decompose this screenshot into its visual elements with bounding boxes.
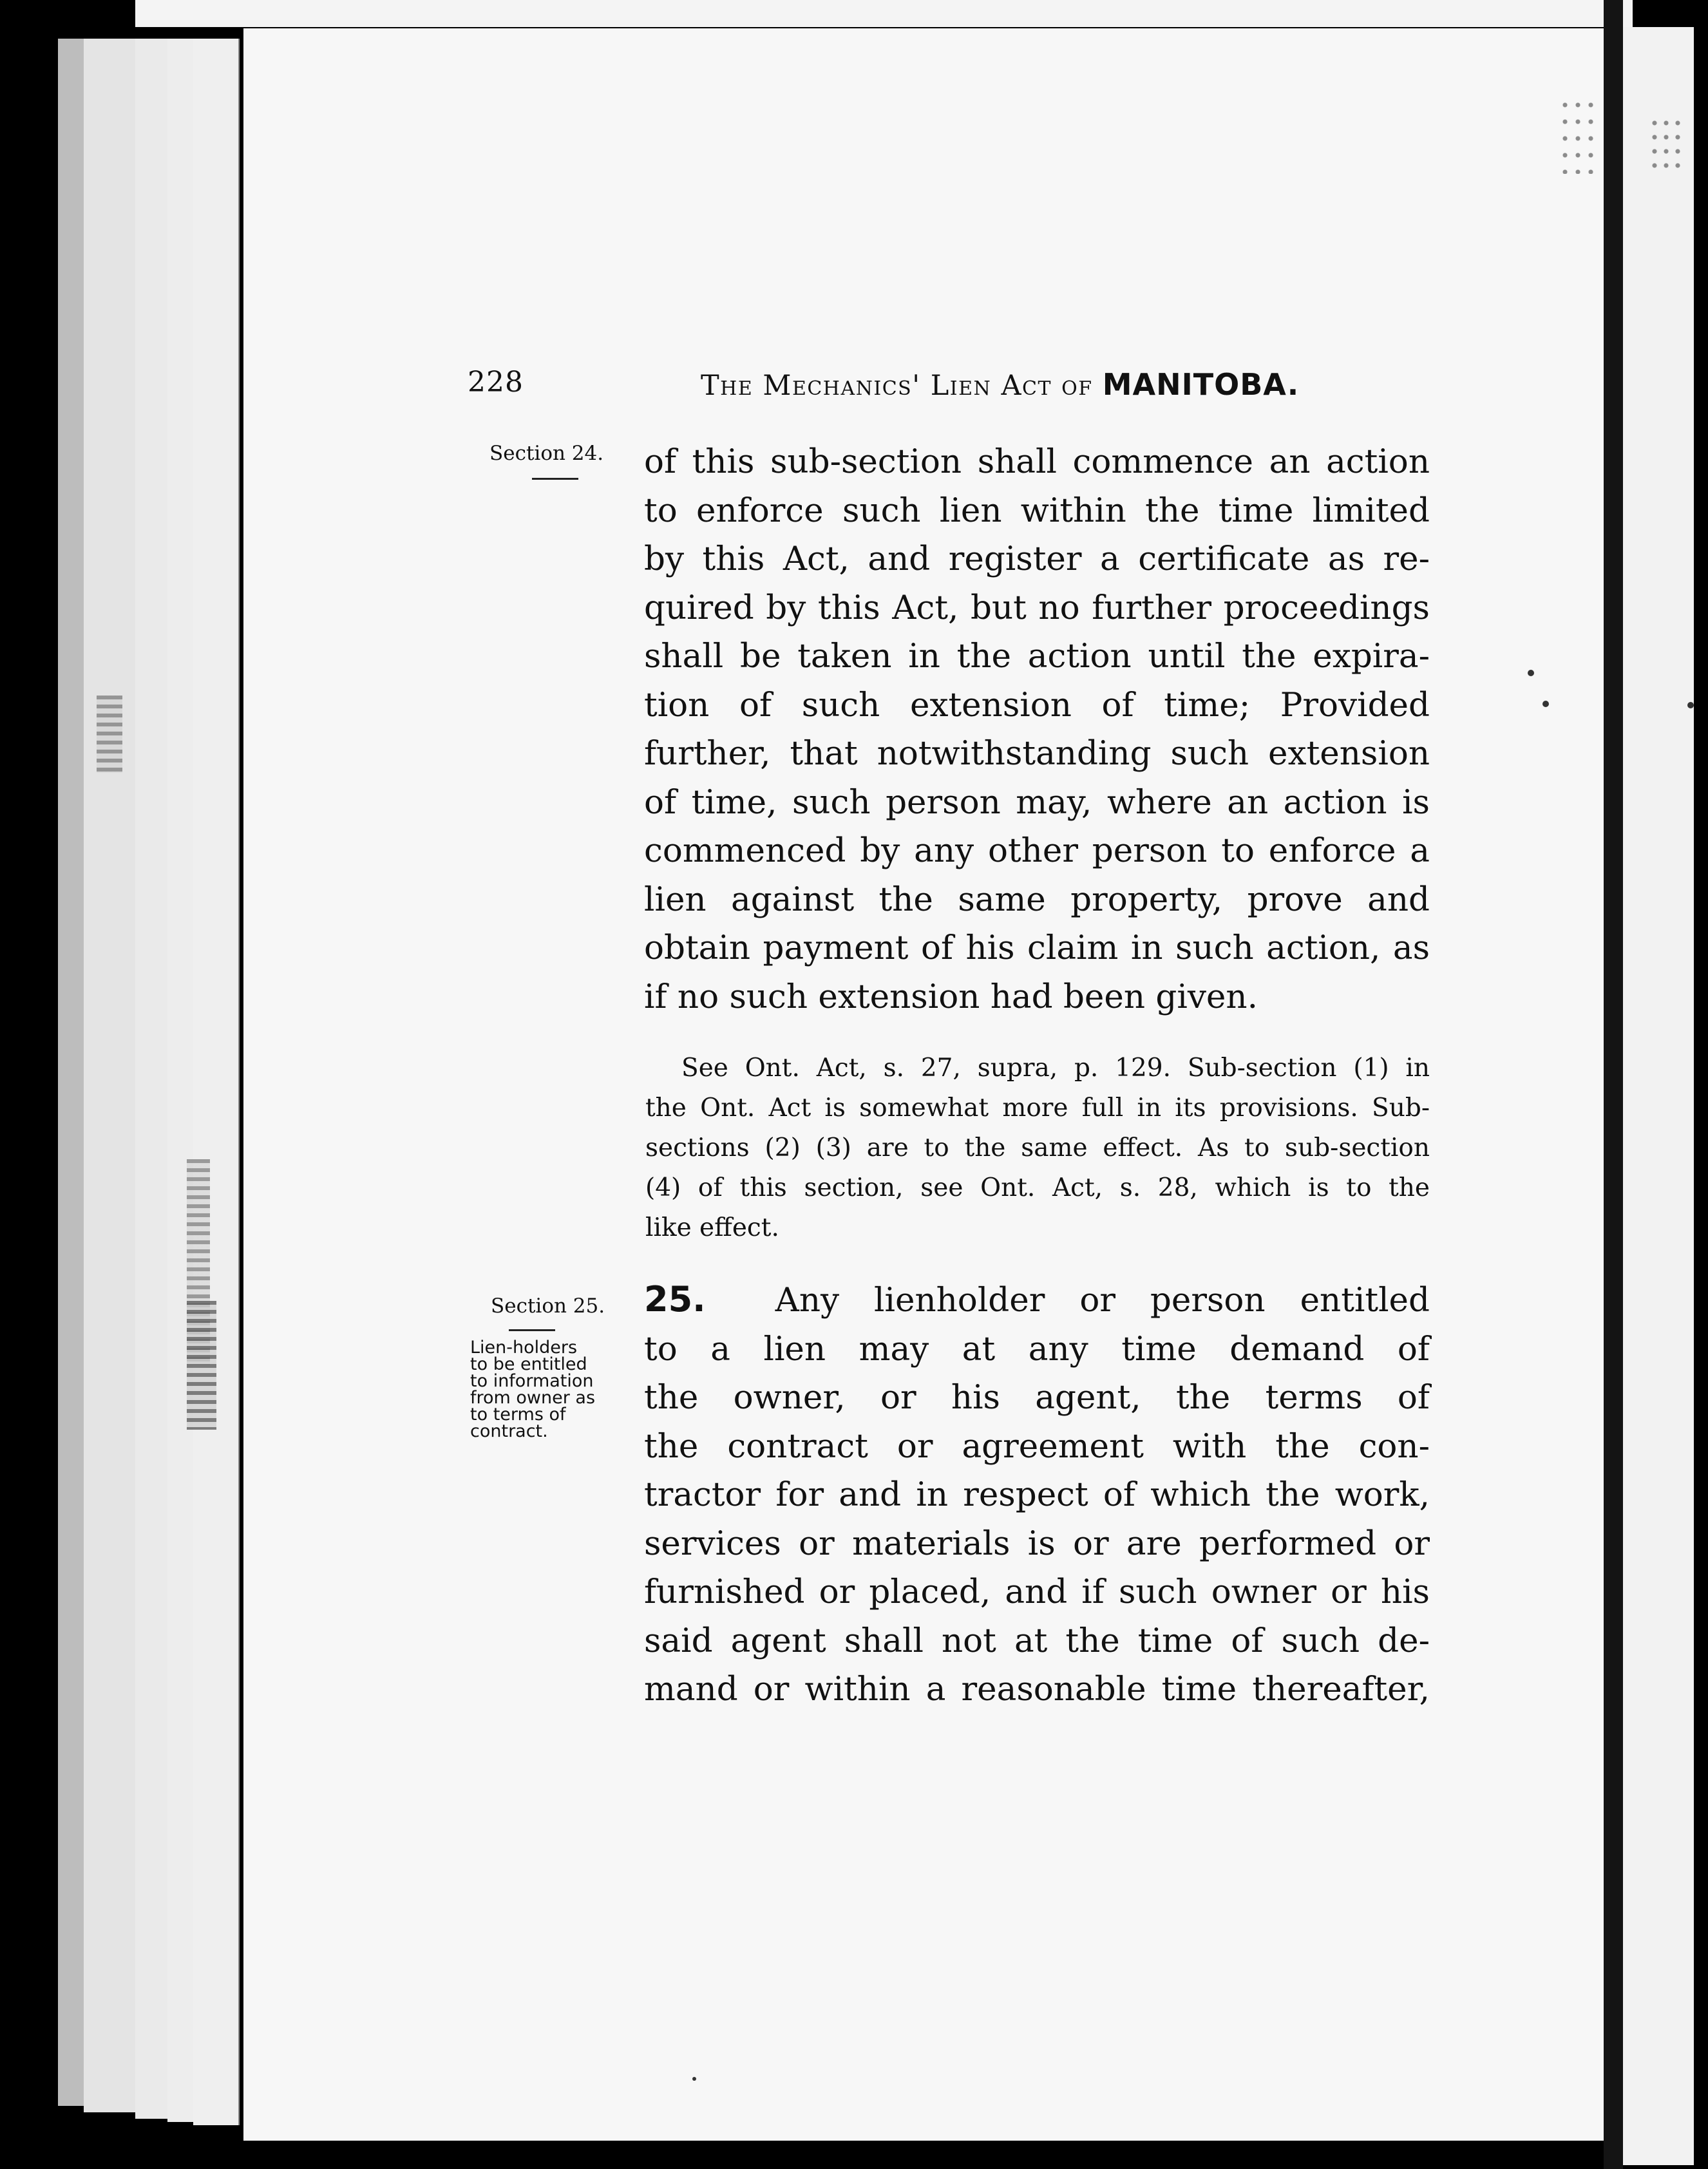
sidenote xyxy=(470,1340,644,1440)
text-line: services or materials is or are performed or xyxy=(644,1524,1430,1563)
section-24-paragraph xyxy=(644,438,1430,1021)
sidenote-line: to be entitled xyxy=(470,1354,587,1374)
page-edge xyxy=(167,39,195,2122)
edge-print-bleed xyxy=(187,1301,216,1430)
running-title-text: The Mechanics' Lien Act of xyxy=(701,370,1093,402)
text-line: if no such extension had been given. xyxy=(644,977,1258,1016)
sidenote-line: Lien-holders xyxy=(470,1338,578,1358)
running-title-bold: MANITOBA. xyxy=(1102,367,1300,402)
note-line: (4) of this section, see Ont. Act, s. 28, which is to the xyxy=(645,1173,1430,1202)
sidenote-line: contract. xyxy=(470,1421,548,1441)
page-edge xyxy=(135,39,169,2119)
text-line: of this sub-section shall commence an action xyxy=(644,442,1430,481)
text-line: furnished or placed, and if such owner or his xyxy=(644,1573,1430,1611)
text-line-content: Any lienholder or person entitled xyxy=(775,1281,1430,1320)
text-line: mand or within a reasonable time thereafter, xyxy=(644,1670,1430,1709)
page-edge xyxy=(193,39,240,2125)
text-line: of time, such person may, where an action is xyxy=(644,782,1430,822)
sidenote-line: to information xyxy=(470,1371,594,1391)
sidenote-line: from owner as xyxy=(470,1388,596,1408)
ink-speck xyxy=(1528,670,1534,676)
text-line: the owner, or his agent, the terms of xyxy=(644,1378,1430,1417)
section-25-paragraph xyxy=(644,1275,1430,1714)
note-line: sections (2) (3) are to the same effect. As to sub-section xyxy=(645,1133,1430,1162)
ink-specks xyxy=(1649,116,1681,174)
text-line: to enforce such lien within the time limited xyxy=(644,491,1430,530)
section-label-rule xyxy=(509,1329,555,1331)
ink-speck xyxy=(692,2077,696,2081)
text-line: shall be taken in the action until the expira- xyxy=(644,637,1430,676)
ink-speck xyxy=(1542,701,1549,707)
note-line: See Ont. Act, s. 27, supra, p. 129. Sub-section (1) in xyxy=(681,1054,1430,1083)
section-24-label: Section 24. xyxy=(489,442,604,465)
binding-gutter xyxy=(1604,0,1623,2169)
text-line: said agent shall not at the time of such de- xyxy=(644,1621,1430,1660)
sidenote-line: to terms of xyxy=(470,1405,566,1425)
text-line: the contract or agreement with the con- xyxy=(644,1426,1430,1466)
top-page-edge xyxy=(135,0,1633,27)
text-line: quired by this Act, but no further proceedings xyxy=(644,588,1430,627)
ink-speck xyxy=(1687,702,1694,708)
text-line: lien against the same property, prove and xyxy=(644,880,1430,919)
ink-specks xyxy=(1559,97,1597,174)
page-edge xyxy=(84,39,137,2112)
page-edge xyxy=(58,39,85,2106)
text-line: to a lien may at any time demand of xyxy=(644,1329,1430,1369)
page-number: 228 xyxy=(468,366,524,399)
text-line: further, that notwithstanding such extension xyxy=(644,734,1430,773)
text-line: tractor for and in respect of which the work, xyxy=(644,1475,1430,1514)
text-line: commenced by any other person to enforce a xyxy=(644,831,1430,870)
section-number: 25. xyxy=(644,1279,706,1320)
facing-page-edge xyxy=(1623,27,1694,2165)
text-line: obtain payment of his claim in such action, as xyxy=(644,929,1430,967)
text-line: by this Act, and register a certificate as re- xyxy=(644,540,1430,578)
note-line: like effect. xyxy=(645,1213,779,1242)
running-title xyxy=(701,367,1299,402)
edge-print-bleed xyxy=(97,696,122,773)
section-label-rule xyxy=(532,478,578,480)
text-line xyxy=(644,1275,1430,1325)
annotation-note xyxy=(645,1048,1430,1248)
note-line: the Ont. Act is somewhat more full in its provisions. Sub- xyxy=(645,1094,1430,1122)
text-line: tion of such extension of time; Provided xyxy=(644,685,1430,725)
section-25-label: Section 25. xyxy=(491,1294,605,1318)
